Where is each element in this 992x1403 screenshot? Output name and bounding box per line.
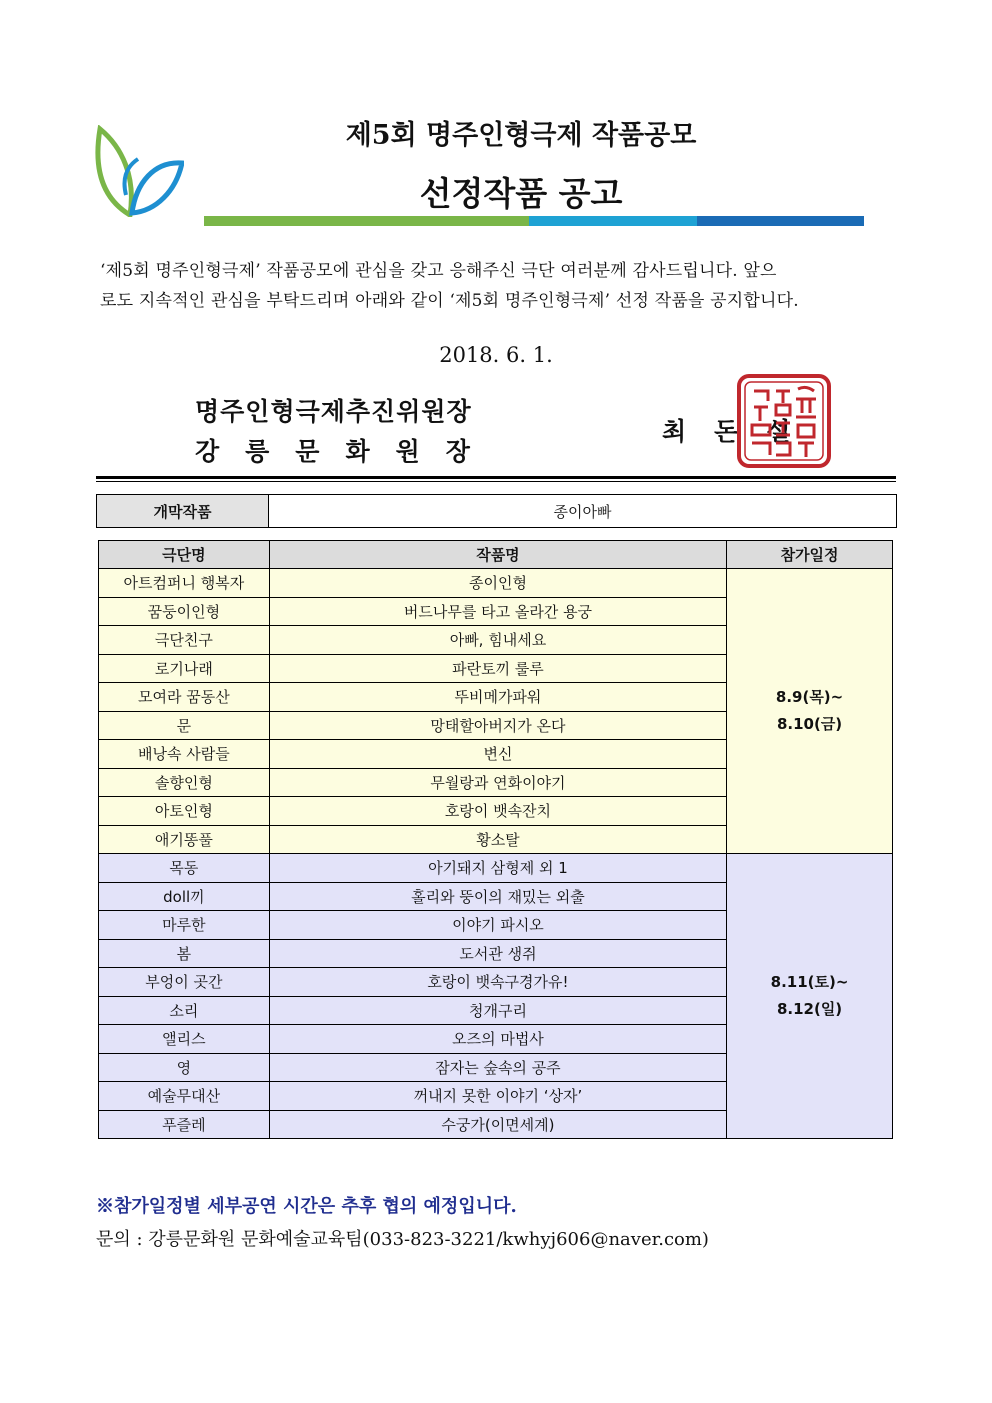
signer-name: 최돈설 [662, 417, 819, 446]
work-cell: 잠자는 숲속의 공주 [269, 1053, 726, 1082]
title-divider-teal [529, 216, 697, 226]
title-divider-green [204, 216, 529, 226]
work-cell: 망태할아버지가 온다 [269, 711, 726, 740]
troupe-cell: 푸즐레 [99, 1110, 270, 1139]
work-cell: 오즈의 마법사 [269, 1025, 726, 1054]
work-cell: 파란토끼 룰루 [269, 654, 726, 683]
table-row [99, 854, 893, 883]
notice-subtitle: 선정작품 공고 [419, 174, 623, 213]
troupe-cell: doll끼 [99, 882, 270, 911]
section-divider [96, 476, 896, 479]
work-cell: 뚜비메가파워 [269, 683, 726, 712]
organization-director: 강릉문화원장 [195, 437, 496, 466]
schedule-cell [727, 569, 893, 854]
schedule-cell [727, 854, 893, 1139]
table-header-row [99, 541, 893, 569]
troupe-cell: 로기나래 [99, 654, 270, 683]
group1-rows [99, 569, 893, 854]
work-cell: 수궁가(이면세계) [269, 1110, 726, 1139]
notice-date: 2018. 6. 1. [439, 343, 553, 367]
troupe-cell: 앨리스 [99, 1025, 270, 1054]
troupe-cell: 아토인형 [99, 797, 270, 826]
notice-title: 제5회 명주인형극제 작품공모 [345, 120, 697, 151]
contact-info: 문의 : 강릉문화원 문화예술교육팀(033-823-3221/kwhyj606@naver.com) [96, 1229, 709, 1250]
opening-label: 개막작품 [97, 495, 269, 528]
opening-row [97, 495, 897, 528]
intro-line: 로도 지속적인 관심을 부탁드리며 아래와 같이 ‘제5회 명주인형극제’ 선정 작품을 공지합니다. [100, 291, 799, 311]
official-seal-icon [736, 373, 832, 469]
work-cell: 아기돼지 삼형제 외 1 [269, 854, 726, 883]
header-troupe: 극단명 [99, 541, 270, 569]
selection-table [98, 540, 893, 1139]
troupe-cell: 솔향인형 [99, 768, 270, 797]
header-work: 작품명 [269, 541, 726, 569]
troupe-cell: 영 [99, 1053, 270, 1082]
troupe-cell: 모여라 꿈동산 [99, 683, 270, 712]
schedule-start: 8.9(목)~ [775, 688, 844, 706]
opening-work-table [96, 494, 897, 528]
troupe-cell: 봄 [99, 939, 270, 968]
troupe-cell: 소리 [99, 996, 270, 1025]
header-schedule: 참가일정 [727, 541, 893, 569]
work-cell: 종이인형 [269, 569, 726, 598]
work-cell: 호랑이 뱃속구경가유! [269, 968, 726, 997]
work-cell: 홀리와 뚱이의 재밌는 외출 [269, 882, 726, 911]
work-cell: 청개구리 [269, 996, 726, 1025]
work-cell: 이야기 파시오 [269, 911, 726, 940]
troupe-cell: 극단친구 [99, 626, 270, 655]
schedule-end: 8.10(금) [776, 715, 843, 733]
troupe-cell: 애기똥풀 [99, 825, 270, 854]
troupe-cell: 아트컴퍼니 행복자 [99, 569, 270, 598]
group2-rows [99, 854, 893, 1139]
title-divider-blue [697, 216, 864, 226]
troupe-cell: 문 [99, 711, 270, 740]
troupe-cell: 배낭속 사람들 [99, 740, 270, 769]
schedule-note: ※참가일정별 세부공연 시간은 추후 협의 예정입니다. [96, 1196, 517, 1217]
troupe-cell: 목동 [99, 854, 270, 883]
intro-line: ‘제5회 명주인형극제’ 작품공모에 관심을 갖고 응해주신 극단 여러분께 감사드립니다. 앞으 [100, 261, 777, 281]
troupe-cell: 마루한 [99, 911, 270, 940]
work-cell: 변신 [269, 740, 726, 769]
work-cell: 무월랑과 연화이야기 [269, 768, 726, 797]
troupe-cell: 꿈둥이인형 [99, 597, 270, 626]
table-row [99, 569, 893, 598]
work-cell: 아빠, 힘내세요 [269, 626, 726, 655]
work-cell: 꺼내지 못한 이야기 ‘상자’ [269, 1082, 726, 1111]
troupe-cell: 예술무대산 [99, 1082, 270, 1111]
work-cell: 황소탈 [269, 825, 726, 854]
organization-chair: 명주인형극제추진위원장 [195, 397, 472, 426]
schedule-start: 8.11(토)~ [770, 973, 849, 991]
schedule-end: 8.12(일) [776, 1000, 843, 1018]
intro-paragraph [100, 256, 890, 316]
work-cell: 버드나무를 타고 올라간 용궁 [269, 597, 726, 626]
section-divider-thin [96, 481, 896, 482]
work-cell: 도서관 생쥐 [269, 939, 726, 968]
opening-title: 종이아빠 [269, 495, 897, 528]
troupe-cell: 부엉이 곳간 [99, 968, 270, 997]
work-cell: 호랑이 뱃속잔치 [269, 797, 726, 826]
